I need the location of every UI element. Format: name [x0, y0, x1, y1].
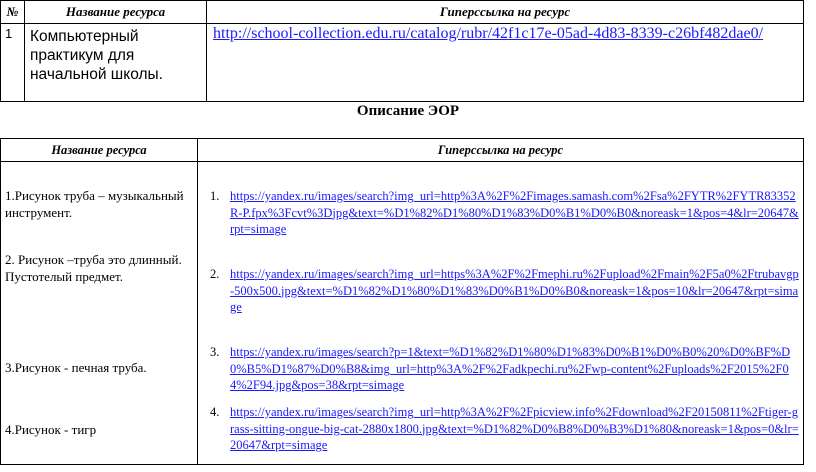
resource-link[interactable]: http://school-collection.edu.ru/catalog/rubr/42f1c17e-05ad-4d83-8339-c26bf482dae0/ [213, 25, 764, 42]
description-item: 4.Рисунок - тигр [5, 422, 97, 437]
header-hyperlink: Гиперссылка на ресурс [207, 1, 804, 24]
table-row [1, 162, 804, 465]
list-item [210, 344, 802, 394]
header-number: № [1, 1, 25, 24]
resource-table-header [1, 1, 804, 24]
resource-table [0, 0, 804, 102]
eor-description-table [0, 138, 804, 465]
image-link[interactable]: https://yandex.ru/images/search?p=1&text=%D1%82%D1%80%D1%83%D0%B1%D0%B0%20%D0%BF%D0%B5%D1%87%D0%B8&img_url=http%3A%2F%2Fadkpechi.ru%2Fwp-content%2Fuploads%2F2015%2F04%2F94.jpg&pos=38&rpt=simage [230, 345, 791, 392]
description-item: 3.Рисунок - печная труба. [5, 360, 147, 375]
description-item: 1.Рисунок труба – музыкальный инструмент. [5, 188, 184, 220]
list-number: 3. [210, 345, 220, 359]
list-item [210, 266, 802, 316]
list-number: 1. [210, 189, 220, 203]
image-link[interactable]: https://yandex.ru/images/search?img_url=http%3A%2F%2Fimages.samash.com%2Fsa%2FYTR%2FYTR83352R-P.fpx%3Fcvt%3Djpg&text=%D1%82%D1%80%D1%83%D0%B1%D0%B0&noreask=1&pos=4&lr=20647&rpt=simage [230, 189, 799, 236]
image-link[interactable]: https://yandex.ru/images/search?img_url=http%3A%2F%2Fpicview.info%2Fdownload%2F20150811%2Ftiger-grass-sitting-ongue-big-cat-2880x1800.jpg&text=%D1%82%D0%B8%D0%B3%D1%80&noreask=1&pos=0&lr=20647&rpt=simage [230, 405, 799, 452]
section-title: Описание ЭОР [356, 103, 460, 119]
table-row [1, 24, 804, 102]
links-cell [198, 162, 804, 465]
resource-name: Компьютерный практикум для начальной школы. [25, 24, 207, 102]
resource-link-cell [207, 24, 804, 102]
list-item [210, 404, 802, 454]
eor-table-header [1, 139, 804, 162]
list-number: 4. [210, 405, 220, 419]
header-resource-name: Название ресурса [1, 139, 198, 162]
description-item: 2. Рисунок –труба это длинный. Пустотелый предмет. [5, 252, 182, 284]
list-number: 2. [210, 267, 220, 281]
list-item [210, 188, 802, 238]
image-link[interactable]: https://yandex.ru/images/search?img_url=https%3A%2F%2Fmephi.ru%2Fupload%2Fmain%2F5a0%2Ftrubavgp-500x500.jpg&text=%D1%82%D1%80%D1%83%D0%B1%D0%B0&noreask=1&pos=10&lr=20647&rpt=simage [230, 267, 799, 314]
header-hyperlink: Гиперссылка на ресурс [198, 139, 804, 162]
header-resource-name: Название ресурса [25, 1, 207, 24]
descriptions-cell [1, 162, 198, 465]
row-number: 1 [1, 24, 25, 102]
